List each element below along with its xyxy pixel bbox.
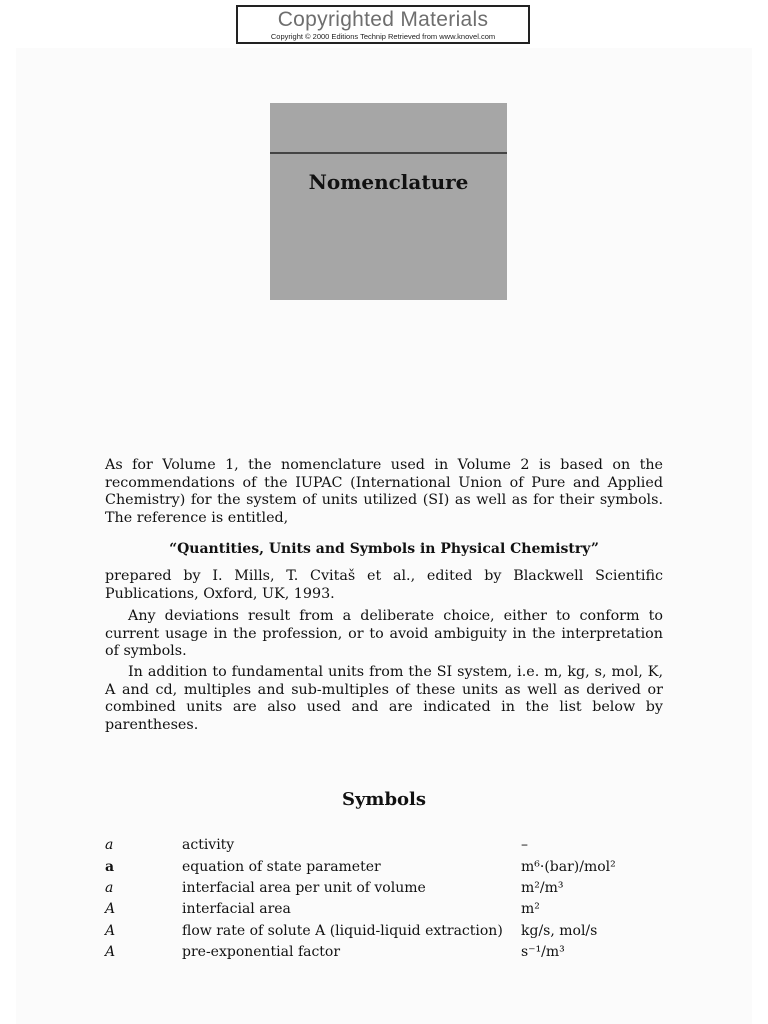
reference-details: [105, 568, 663, 603]
symbol-description: pre-exponential factor: [182, 944, 341, 960]
symbol-description: activity: [182, 837, 235, 853]
copyright-watermark: [236, 5, 530, 44]
intro-paragraph-text: As for Volume 1, the nomenclature used in Volume 2 is based on the recommendations of the IUPAC (International Union of Pure and Applied Chemistry) for the system of units utilized (SI) as well as for their symbols. The reference is entitled,: [105, 457, 663, 526]
symbol-unit: s⁻¹/m³: [521, 944, 565, 960]
symbol-row: [105, 857, 665, 878]
symbol-letter: a: [105, 837, 114, 853]
symbol-row: [105, 921, 665, 942]
units-paragraph-text: In addition to fundamental units from the SI system, i.e. m, kg, s, mol, K, A and cd, multiples and sub-multiples of these units as well as derived or combined units are also used and are indicated in the list below by parentheses.: [105, 664, 663, 733]
units-paragraph: [105, 664, 663, 734]
symbol-description: equation of state parameter: [182, 859, 381, 875]
symbol-description: interfacial area: [182, 901, 291, 917]
watermark-title: Copyrighted Materials: [277, 8, 489, 31]
symbol-row: [105, 878, 665, 899]
symbol-row: [105, 942, 665, 963]
symbol-letter: A: [105, 944, 116, 960]
symbol-description: flow rate of solute A (liquid-liquid extraction): [182, 923, 503, 939]
deviations-paragraph: [105, 608, 663, 661]
chapter-title-box: [270, 103, 507, 300]
symbol-unit: –: [521, 837, 528, 853]
symbol-letter: A: [105, 923, 116, 939]
deviations-paragraph-text: Any deviations result from a deliberate choice, either to conform to current usage in the profession, or to avoid ambiguity in the interpretation of symbols.: [105, 608, 663, 659]
intro-paragraph: [105, 457, 663, 527]
symbol-unit: m²: [521, 901, 540, 917]
symbol-unit: m²/m³: [521, 880, 564, 896]
symbol-letter: a: [105, 859, 115, 875]
reference-details-text: prepared by I. Mills, T. Cvitaš et al., edited by Blackwell Scientific Publications, Oxford, UK, 1993.: [105, 568, 663, 602]
symbol-row: [105, 835, 665, 856]
symbol-unit: m⁶·(bar)/mol²: [521, 859, 616, 875]
watermark-copyright-line: Copyright © 2000 Editions Technip Retrieved from www.knovel.com: [270, 32, 496, 41]
symbol-unit: kg/s, mol/s: [521, 923, 598, 939]
reference-title: “Quantities, Units and Symbols in Physical Chemistry”: [169, 541, 599, 557]
symbol-letter: a: [105, 880, 114, 896]
symbol-letter: A: [105, 901, 116, 917]
symbols-heading: Symbols: [341, 789, 427, 810]
symbol-description: interfacial area per unit of volume: [182, 880, 426, 896]
symbol-row: [105, 899, 665, 920]
page-title: Nomenclature: [308, 170, 469, 194]
title-rule: [270, 152, 507, 154]
